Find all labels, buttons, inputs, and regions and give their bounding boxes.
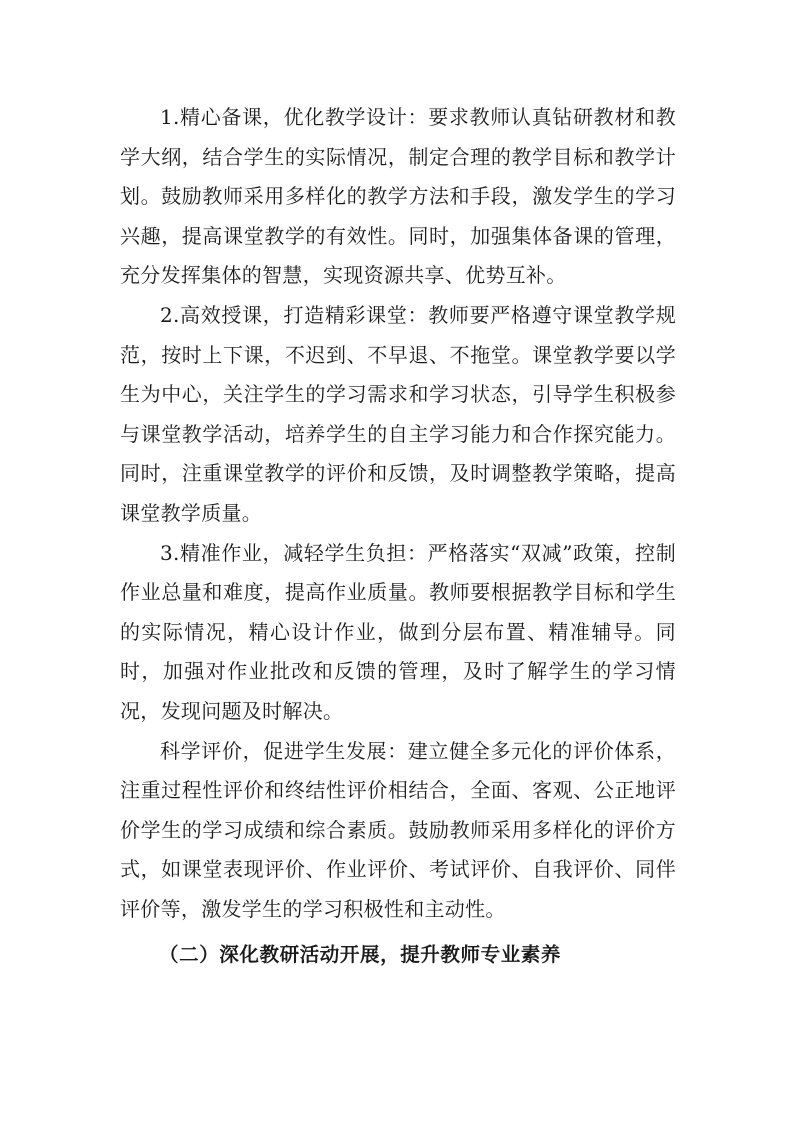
paragraph-scientific-evaluation: 科学评价，促进学生发展：建立健全多元化的评价体系，注重过程性评价和终结性评价相结合，全面、客观、公正地评价学生的学习成绩和综合素质。鼓励教师采用多样化的评价方式，如课堂表现评价、作业评价、考试评价、自我评价、同伴评价等，激发学生的学习积极性和主动性。 [120, 738, 676, 921]
paragraph-efficient-teaching: 2.高效授课，打造精彩课堂：教师要严格遵守课堂教学规范，按时上下课，不迟到、不早退、不拖堂。课堂教学要以学生为中心，关注学生的学习需求和学习状态，引导学生积极参与课堂教学活动，培养学生的自主学习能力和合作探究能力。同时，注重课堂教学的评价和反馈，及时调整教学策略，提高课堂教学质量。 [120, 302, 676, 525]
section-heading: （二）深化教研活动开展，提升教师专业素养 [159, 943, 562, 967]
paragraph-lesson-preparation: 1.精心备课，优化教学设计：要求教师认真钻研教材和教学大纲，结合学生的实际情况，制定合理的教学目标和教学计划。鼓励教师采用多样化的教学方法和手段，激发学生的学习兴趣，提高课堂教学的有效性。同时，加强集体备课的管理，充分发挥集体的智慧，实现资源共享、优势互补。 [120, 105, 676, 288]
document-body [120, 98, 676, 975]
paragraph-precise-homework: 3.精准作业，减轻学生负担：严格落实“双减”政策，控制作业总量和难度，提高作业质量。教师要根据教学目标和学生的实际情况，精心设计作业，做到分层布置、精准辅导。同时，加强对作业批改和反馈的管理，及时了解学生的学习情况，发现问题及时解决。 [120, 540, 676, 723]
